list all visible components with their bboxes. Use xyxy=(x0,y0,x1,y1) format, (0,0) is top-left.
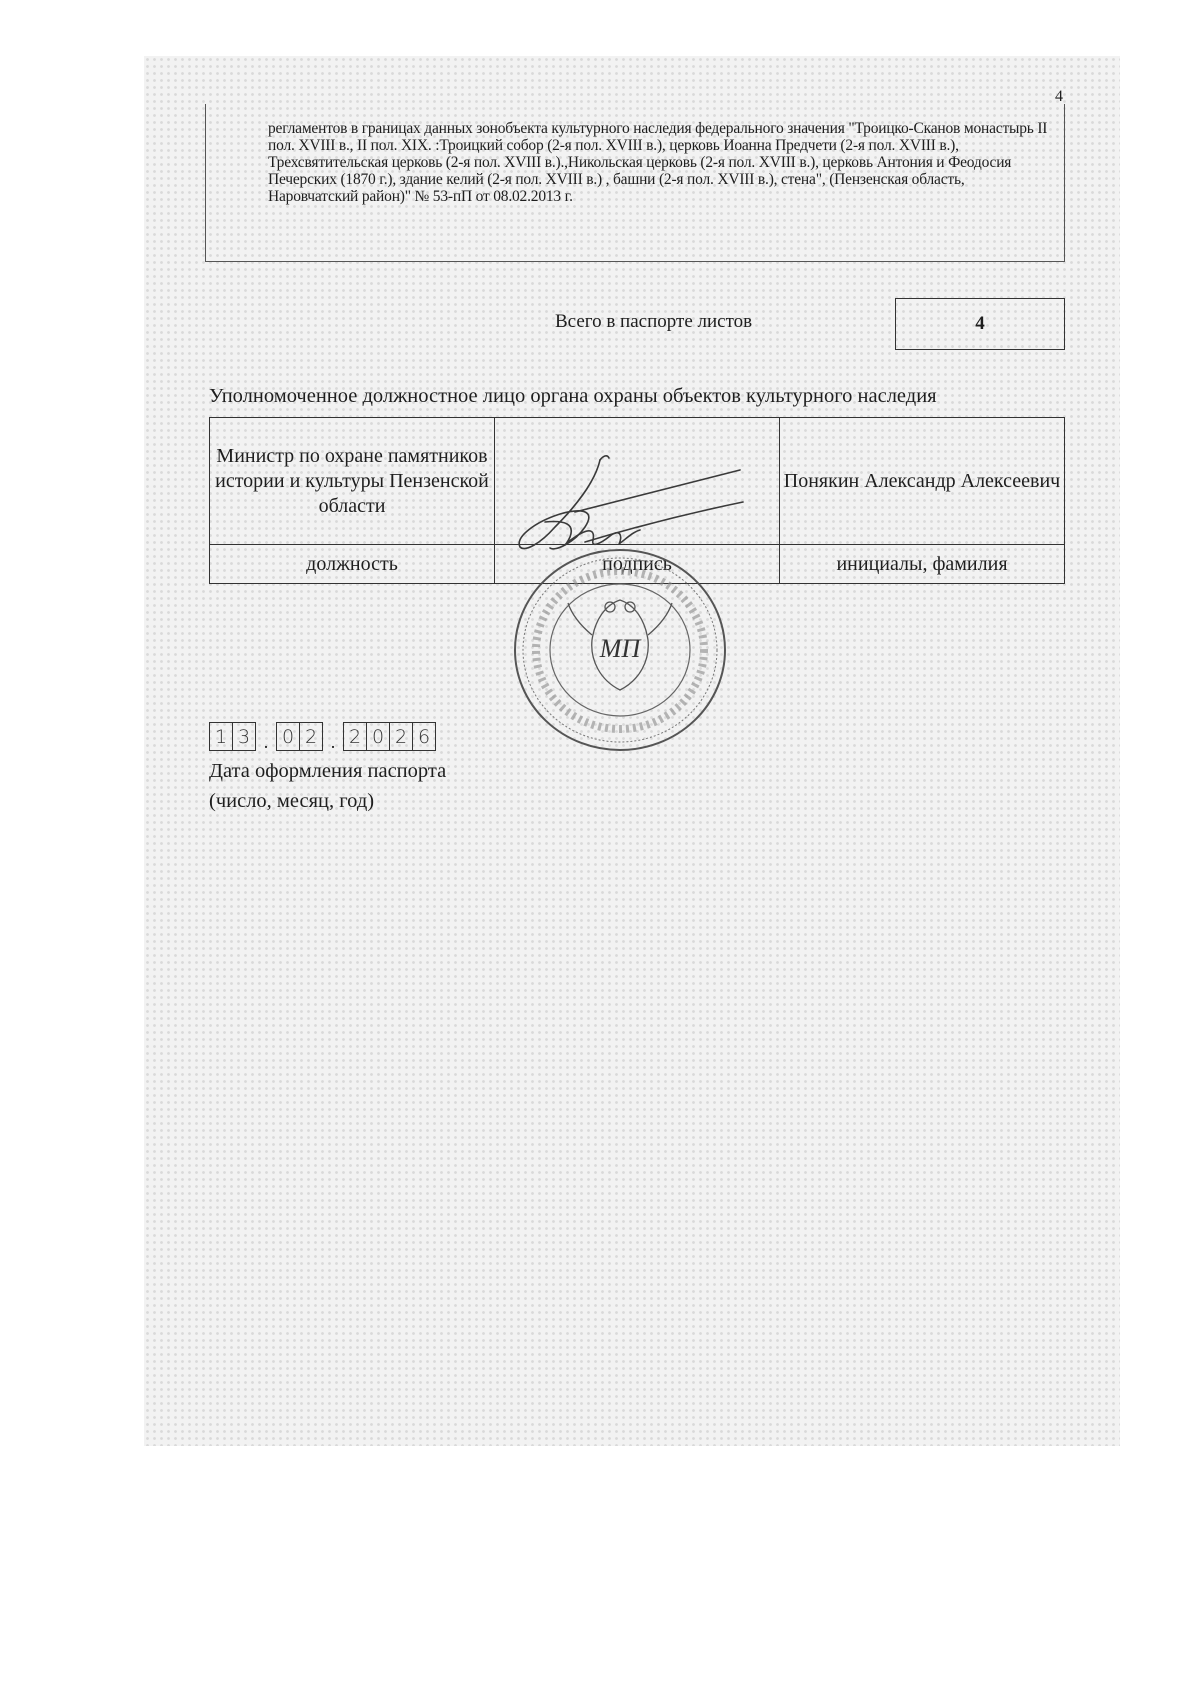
official-seal xyxy=(510,545,730,755)
continuation-box xyxy=(205,104,1065,262)
name-caption: инициалы, фамилия xyxy=(780,545,1065,584)
date-month xyxy=(276,722,323,751)
position-cell: Министр по охране памятников истории и культуры Пензенской области xyxy=(210,418,495,545)
date-separator: . xyxy=(330,732,336,752)
date-day xyxy=(209,722,256,751)
date-year xyxy=(343,722,436,751)
date-field xyxy=(209,722,436,751)
year-digit: 2 xyxy=(389,723,412,750)
year-digit: 0 xyxy=(366,723,389,750)
month-digit: 0 xyxy=(281,725,295,748)
authority-heading: Уполномоченное должностное лицо органа охраны объектов культурного наследия xyxy=(209,385,937,407)
continuation-text: регламентов в границах данных зонобъекта культурного наследия федерального значения "Троицко-Сканов монастырь II пол. XVIII в., II пол. XIX. :Троицкий собор (2-я пол. XVIII в.), церковь Иоанна Предчети (2-я пол. XVIII в.), Трехсвятительская церковь (2-я пол. XVIII в.).,Никольская церковь (2-я пол. XVIII в.), церковь Антония и Феодосия Печерских (1870 г.), здание келий (2-я пол. XVIII в.) , башни (2-я пол. XVIII в.), стена", (Пензенская область, Наровчатский район)" № 53-пП от 08.02.2013 г. xyxy=(268,120,1048,205)
seal-mark: МП xyxy=(599,634,641,663)
date-hint: (число, месяц, год) xyxy=(209,790,375,812)
year-digit: 6 xyxy=(412,723,435,750)
date-separator: . xyxy=(263,732,269,752)
total-sheets-label: Всего в паспорте листов xyxy=(555,311,753,332)
date-caption xyxy=(209,756,446,816)
year-digit: 2 xyxy=(348,725,362,748)
day-digit: 3 xyxy=(232,723,255,750)
month-digit: 2 xyxy=(299,723,322,750)
position-caption: должность xyxy=(210,545,495,584)
total-sheets-value: 4 xyxy=(895,298,1065,350)
day-digit: 1 xyxy=(214,725,228,748)
name-cell: Понякин Александр Алексеевич xyxy=(780,418,1065,545)
page-number: 4 xyxy=(1055,88,1063,105)
date-label: Дата оформления паспорта xyxy=(209,760,447,782)
signature-caption: подпись xyxy=(495,545,780,584)
